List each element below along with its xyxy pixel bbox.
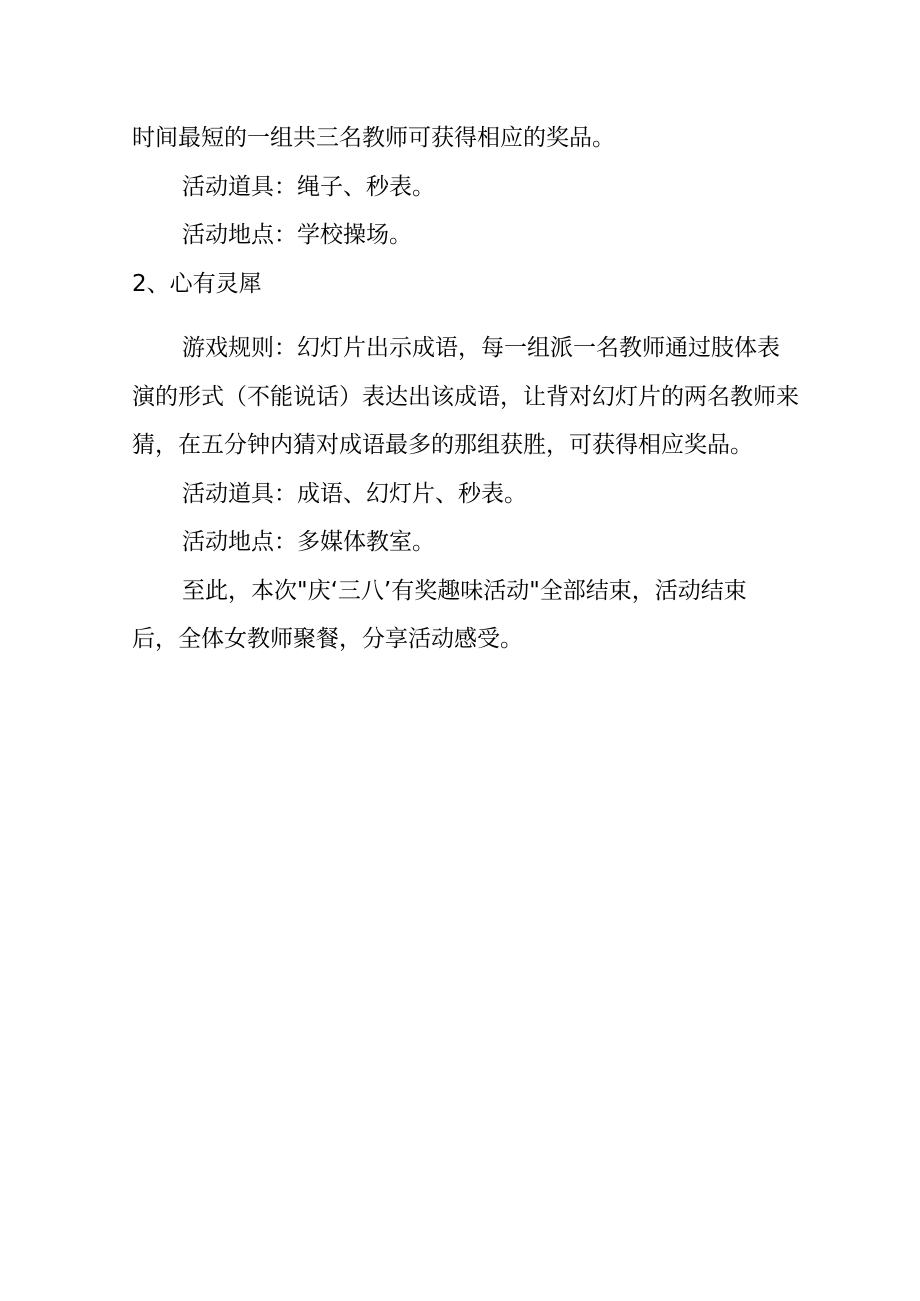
paragraph-conclusion-line-2: 后，全体女教师聚餐，分享活动感受。 [132, 626, 523, 652]
paragraph-location-playground: 活动地点：学校操场。 [182, 222, 412, 248]
paragraph-line-prize: 时间最短的一组共三名教师可获得相应的奖品。 [132, 125, 615, 151]
paragraph-location-multimedia-room: 活动地点：多媒体教室。 [182, 529, 435, 555]
document-body [132, 114, 802, 664]
paragraph-game-rules-line-3: 猜，在五分钟内猜对成语最多的那组获胜，可获得相应奖品。 [132, 432, 753, 458]
section-heading-telepathy: 2、心有灵犀 [132, 270, 262, 297]
paragraph-props-rope: 活动道具：绳子、秒表。 [182, 173, 435, 200]
paragraph-game-rules-line-1: 游戏规则：幻灯片出示成语，每一组派一名教师通过肢体表 [182, 335, 780, 361]
paragraph-props-idioms: 活动道具：成语、幻灯片、秒表。 [182, 480, 527, 507]
paragraph-game-rules-line-2: 演的形式（不能说话）表达出该成语，让背对幻灯片的两名教师来 [132, 383, 799, 410]
paragraph-conclusion-line-1: 至此，本次"庆‘三八’有奖趣味活动"全部结束，活动结束 [182, 577, 747, 604]
